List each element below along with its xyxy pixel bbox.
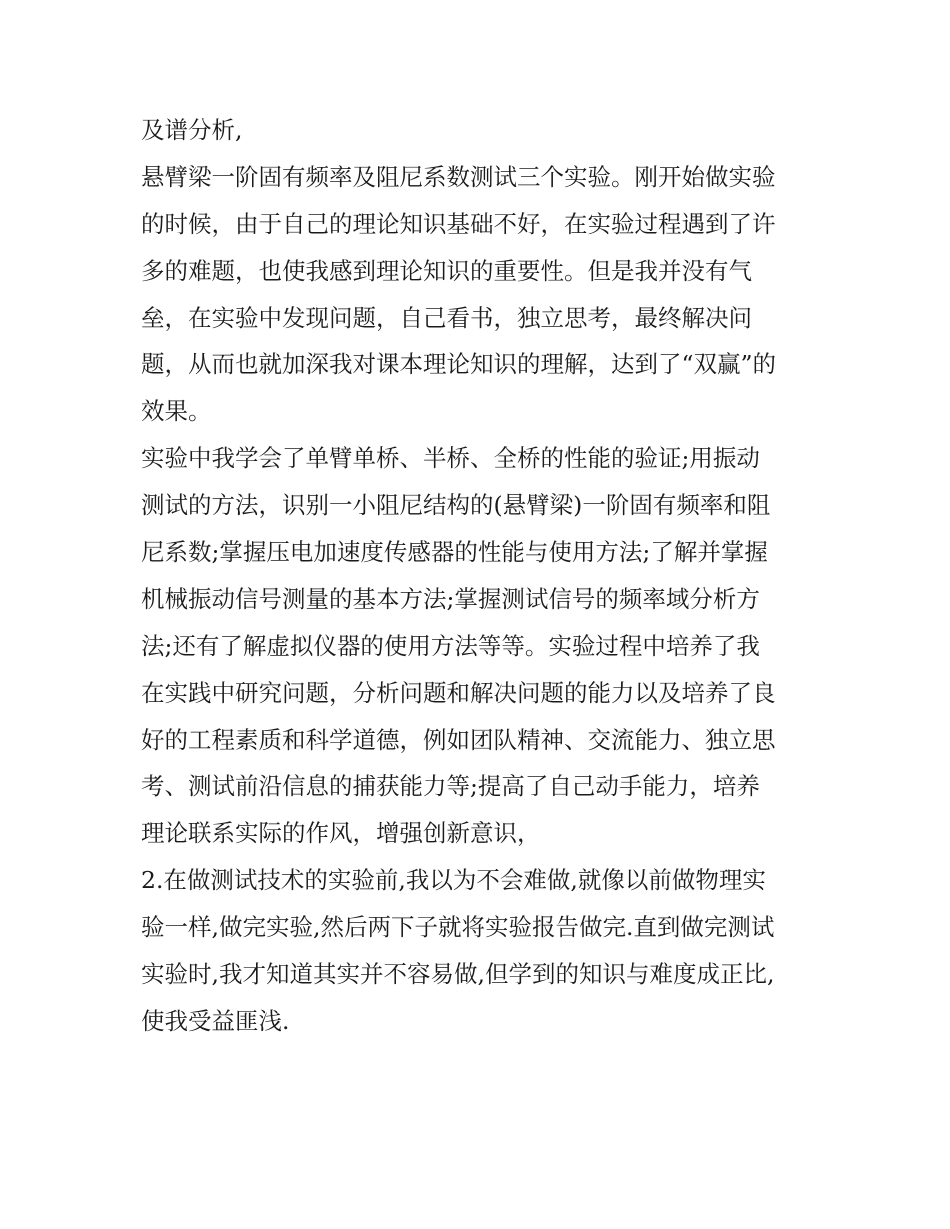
text-line-17: 2.在做测试技术的实验前,我以为不会难做,就像以前做物理实 [141,866,766,895]
text-line-6: 题，从而也就加深我对课本理论知识的理解，达到了“双赢”的 [141,350,777,379]
text-line-5: 垒，在实验中发现问题，自己看书，独立思考，最终解决问 [141,303,752,332]
text-line-1: 及谱分析, [141,116,243,144]
text-line-14: 好的工程素质和科学道德，例如团队精神、交流能力、独立思 [141,725,776,754]
text-line-2: 悬臂梁一阶固有频率及阻尼系数测试三个实验。刚开始做实验 [141,162,776,191]
text-line-7: 效果。 [141,397,212,426]
text-line-18: 验一样,做完实验,然后两下子就将实验报告做完.直到做完测试 [141,913,775,942]
text-line-12: 法;还有了解虚拟仪器的使用方法等等。实验过程中培养了我 [141,631,760,660]
text-line-15: 考、测试前沿信息的捕获能力等;提高了自己动手能力，培养 [141,772,760,801]
document-body [141,107,821,1045]
text-line-13: 在实践中研究问题，分析问题和解决问题的能力以及培养了良 [141,678,776,707]
text-line-20: 使我受益匪浅. [141,1006,290,1035]
text-line-9: 测试的方法，识别一小阻尼结构的(悬臂梁)一阶固有频率和阻 [141,491,771,520]
text-line-16: 理论联系实际的作风，增强创新意识， [141,819,541,848]
text-line-8: 实验中我学会了单臂单桥、半桥、全桥的性能的验证;用振动 [141,444,760,473]
text-line-11: 机械振动信号测量的基本方法;掌握测试信号的频率域分析方 [141,584,760,613]
text-line-3: 的时候，由于自己的理论知识基础不好，在实验过程遇到了许 [141,209,776,238]
text-line-10: 尼系数;掌握压电加速度传感器的性能与使用方法;了解并掌握 [141,538,768,567]
text-line-19: 实验时,我才知道其实并不容易做,但学到的知识与难度成正比, [141,960,775,989]
text-line-4: 多的难题，也使我感到理论知识的重要性。但是我并没有气 [141,256,752,285]
